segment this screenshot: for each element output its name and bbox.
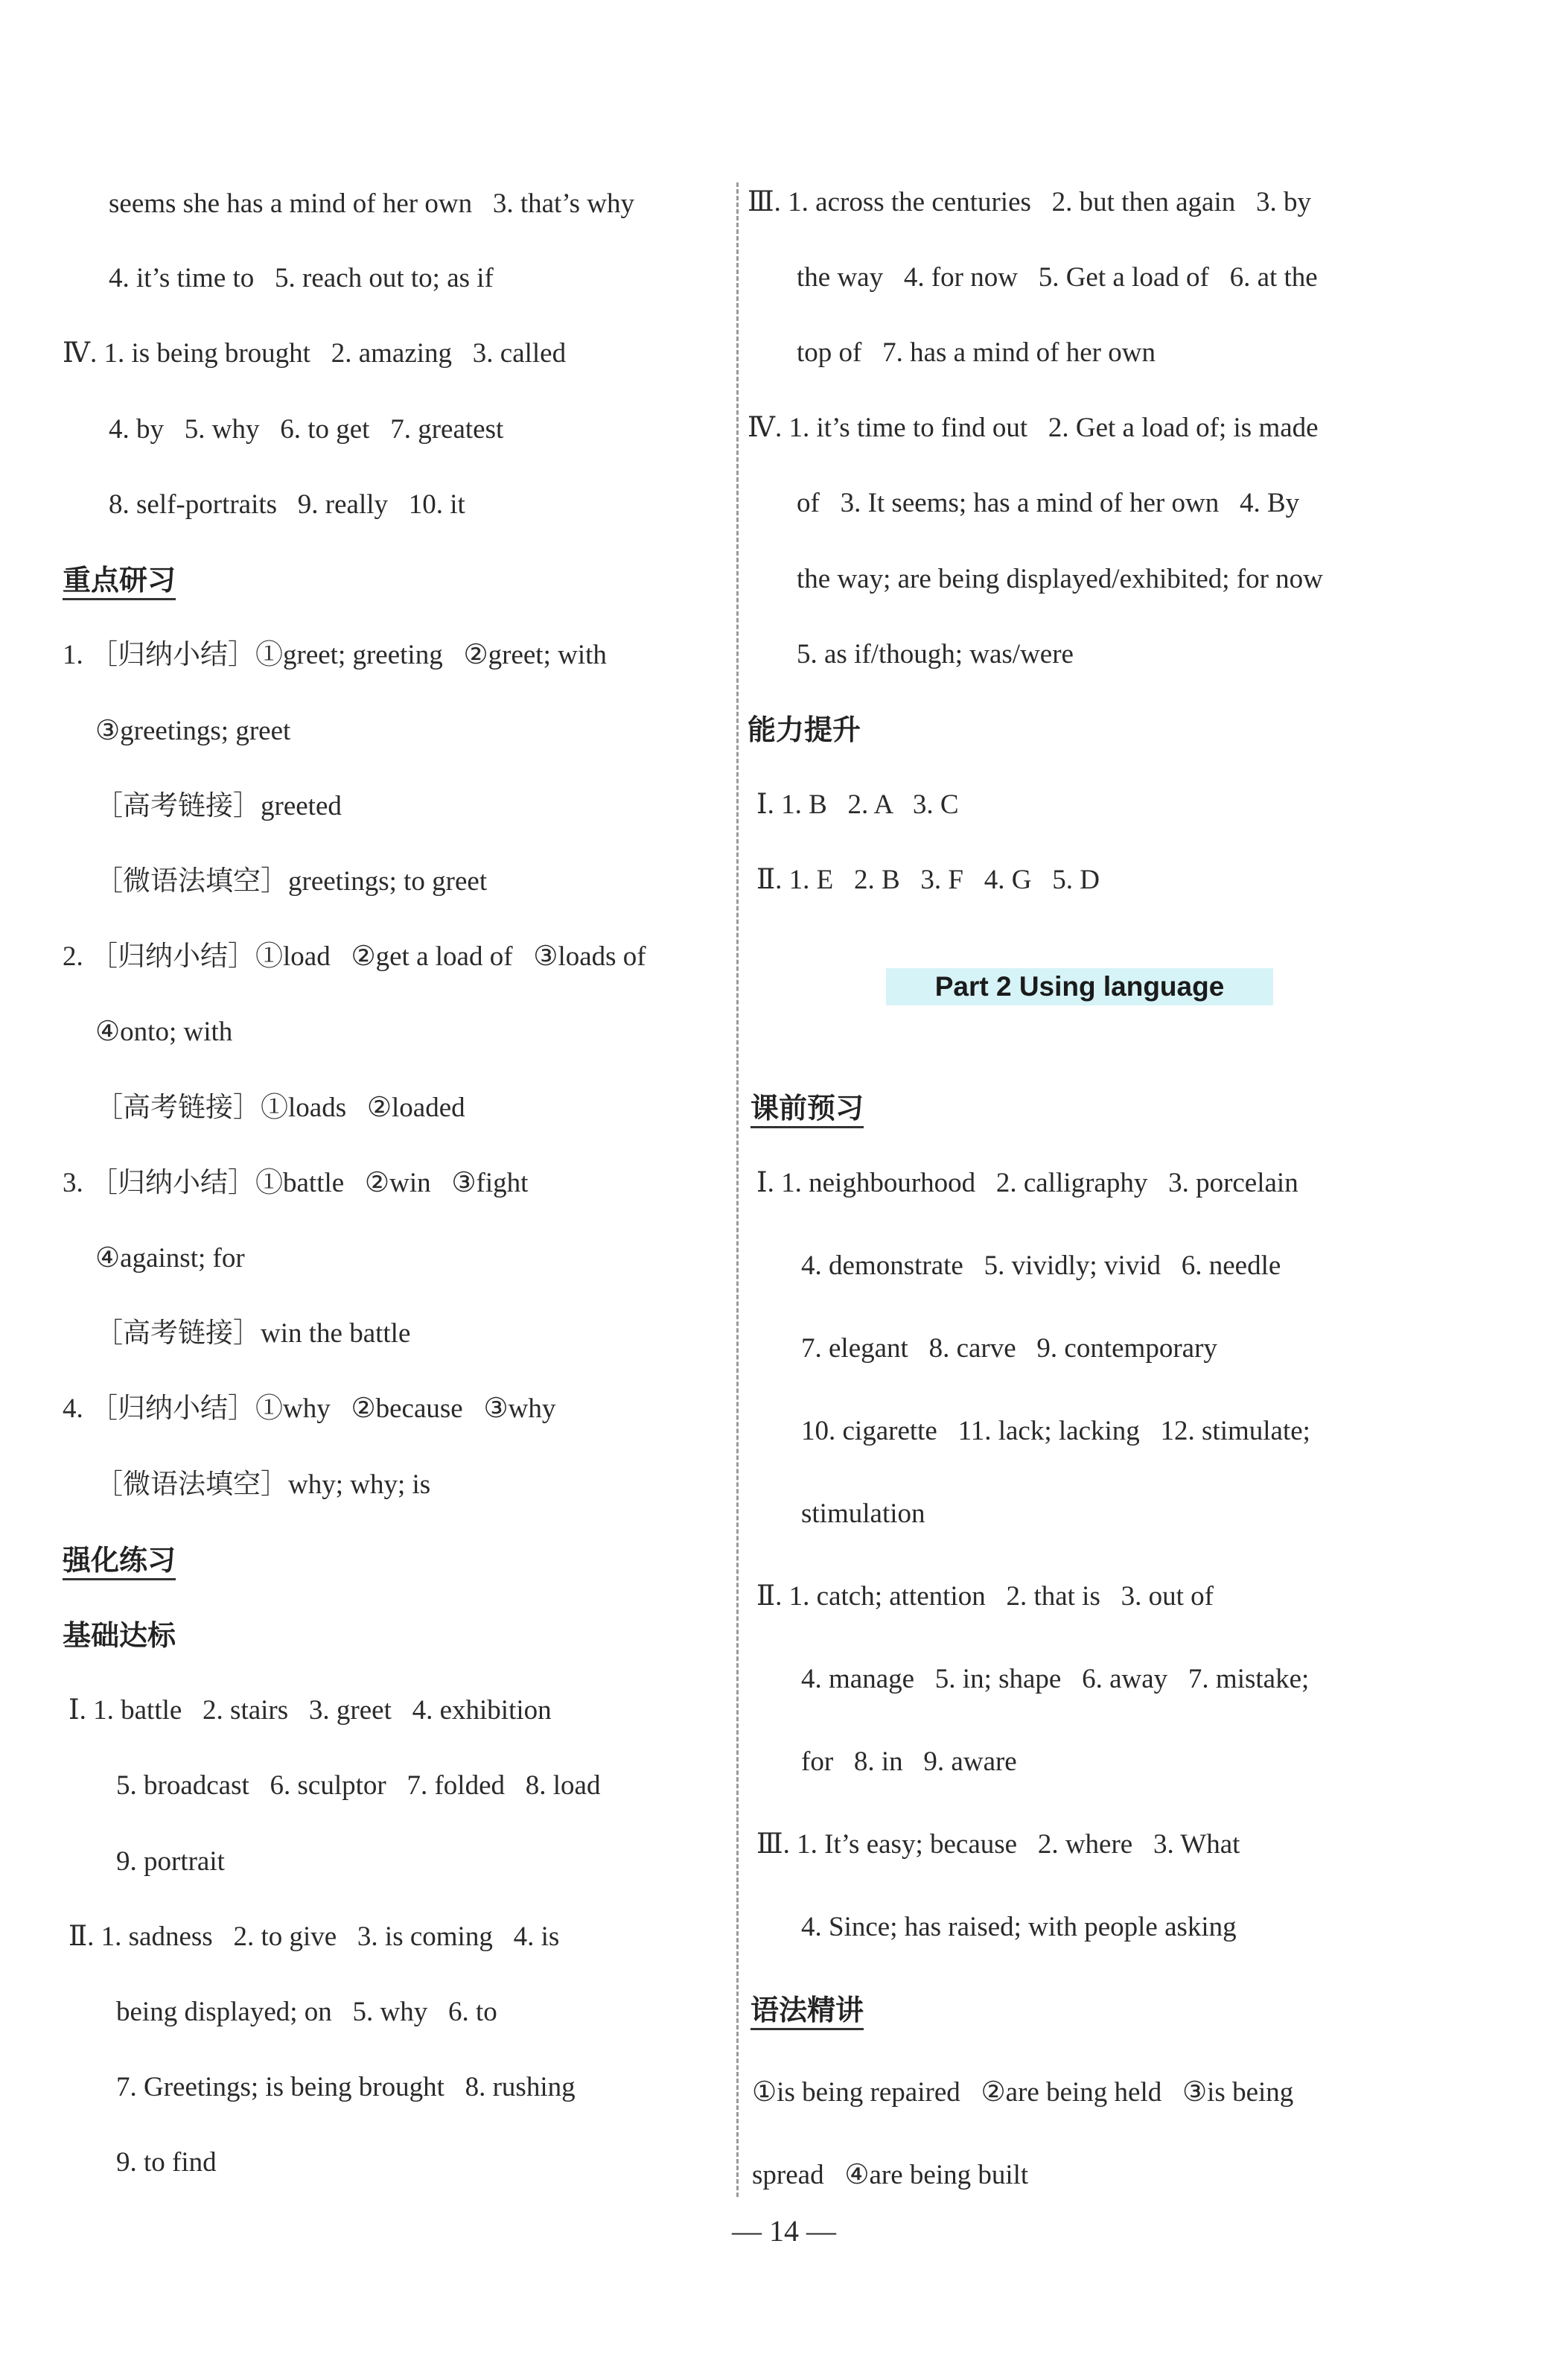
answer-line: Ⅰ. 1. neighbourhood 2. calligraphy 3. porcelain [756,1168,1298,1198]
answer-line: Ⅱ. 1. sadness 2. to give 3. is coming 4. is [68,1921,560,1952]
answer-line: ③greetings; greet [95,716,291,746]
answer-line: ①is being repaired ②are being held ③is being [752,2077,1294,2108]
answer-line: Ⅰ. 1. battle 2. stairs 3. greet 4. exhibition [68,1695,552,1726]
section-heading-key-study: 重点研习 [63,564,176,600]
answer-line: 3. ［归纳小结］①battle ②win ③fight [63,1168,529,1198]
answer-line: ［高考链接］win the battle [95,1318,411,1349]
answer-line: 4. it’s time to 5. reach out to; as if [109,263,494,293]
answer-line: 4. Since; has raised; with people asking [801,1912,1237,1942]
answer-line: the way; are being displayed/exhibited; for now [797,564,1323,594]
answer-line: 4. ［归纳小结］①why ②because ③why [63,1393,556,1424]
answer-line: ［微语法填空］why; why; is [95,1469,431,1500]
column-divider [736,182,739,2197]
section-heading-basic: 基础达标 [63,1619,176,1652]
answer-line: 10. cigarette 11. lack; lacking 12. stimulate; [801,1416,1310,1446]
answer-line: seems she has a mind of her own 3. that’s why [109,188,634,219]
section-heading-practice: 强化练习 [63,1544,176,1580]
page-number: — 14 — [732,2214,836,2248]
answer-line: 9. portrait [116,1846,225,1877]
answer-line: for 8. in 9. aware [801,1746,1017,1777]
answer-line: Ⅳ. 1. is being brought 2. amazing 3. called [63,338,567,369]
answer-line: ［微语法填空］greetings; to greet [95,866,488,897]
answer-line: Ⅰ. 1. B 2. A 3. C [756,789,959,820]
answer-line: stimulation [801,1498,925,1529]
answer-line: ④onto; with [95,1017,233,1047]
part-title-banner: Part 2 Using language [886,968,1273,1005]
answer-line: the way 4. for now 5. Get a load of 6. at the [797,262,1318,293]
answer-line: ④against; for [95,1243,245,1274]
section-heading-grammar: 语法精讲 [750,1994,864,2030]
answer-line: 2. ［归纳小结］①load ②get a load of ③loads of [63,941,646,972]
answer-line: ［高考链接］①loads ②loaded [95,1093,465,1123]
answer-line: top of 7. has a mind of her own [797,337,1156,368]
answer-line: 8. self-portraits 9. really 10. it [109,489,465,520]
answer-line: 5. as if/though; was/were [797,639,1074,670]
section-heading-ability: 能力提升 [748,713,861,746]
answer-line: Ⅳ. 1. it’s time to find out 2. Get a load of; is made [748,413,1319,443]
answer-line: of 3. It seems; has a mind of her own 4. By [797,488,1300,518]
answer-line: 4. by 5. why 6. to get 7. greatest [109,414,504,445]
answer-line: being displayed; on 5. why 6. to [116,1997,497,2027]
answer-line: spread ④are being built [752,2160,1029,2190]
answer-line: Ⅱ. 1. E 2. B 3. F 4. G 5. D [756,865,1100,895]
answer-line: Ⅱ. 1. catch; attention 2. that is 3. out of [756,1581,1214,1612]
answer-line: 4. demonstrate 5. vividly; vivid 6. needle [801,1250,1281,1281]
answer-line: 9. to find [116,2147,217,2178]
answer-line: 4. manage 5. in; shape 6. away 7. mistake; [801,1664,1310,1694]
answer-line: Ⅲ. 1. across the centuries 2. but then again 3. by [748,187,1312,217]
answer-line: 7. elegant 8. carve 9. contemporary [801,1333,1217,1364]
answer-line: 1. ［归纳小结］①greet; greeting ②greet; with [63,640,607,670]
answer-line: 7. Greetings; is being brought 8. rushing [116,2072,576,2102]
answer-line: 5. broadcast 6. sculptor 7. folded 8. load [116,1770,601,1801]
answer-line: ［高考链接］greeted [95,791,342,821]
section-heading-preview: 课前预习 [750,1092,864,1128]
answer-line: Ⅲ. 1. It’s easy; because 2. where 3. What [756,1829,1240,1860]
